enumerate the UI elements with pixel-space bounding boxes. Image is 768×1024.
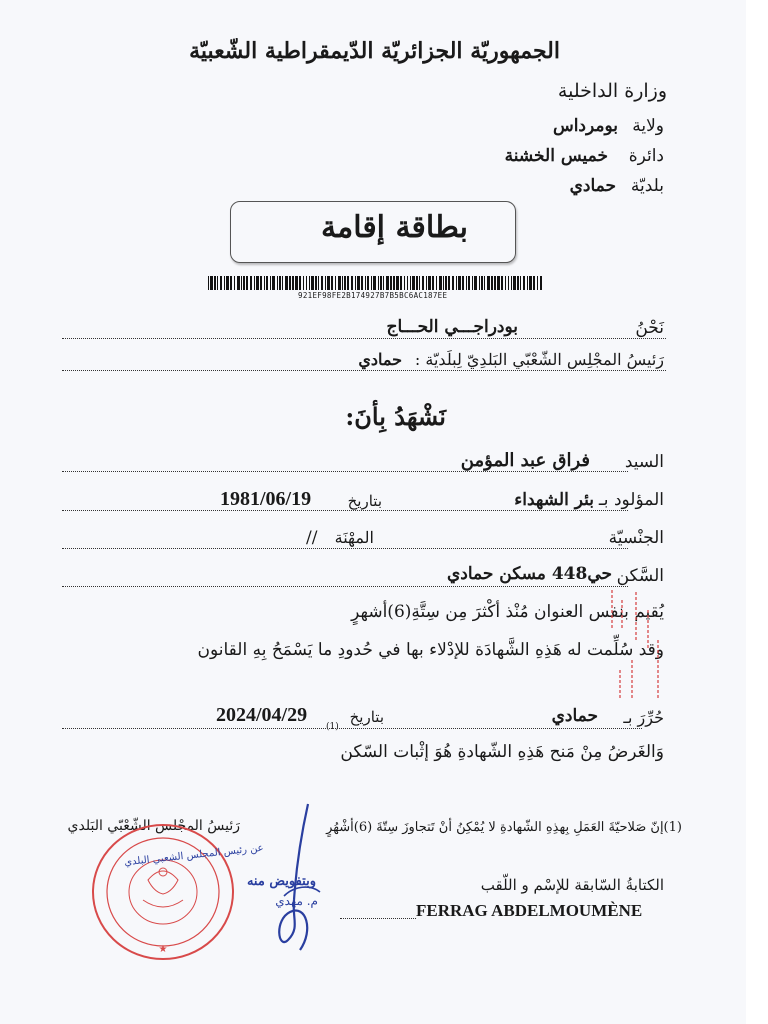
- signature: [270, 800, 330, 960]
- barcode: [208, 276, 542, 290]
- president-role: رَئيسُ المجْلِس الشّعْبّي البَلدِيّ لِبلَديّة :: [414, 350, 664, 369]
- president-name: بودراجـــي الحـــاج: [386, 317, 518, 337]
- issued-place: حمادي: [551, 706, 598, 726]
- wilaya-value: بومرداس: [552, 116, 618, 136]
- issued-footnote-mark: (1): [326, 722, 339, 732]
- statement-duration: يُقيم بنفس العنوان مُنْذ أكْثرَ مِن سِتَّةِ(6)أشهرٍ: [351, 602, 664, 622]
- latin-name-label: الكتابةُ السّابقة للإسْم و اللّقب: [480, 876, 664, 894]
- svg-text:★: ★: [158, 944, 168, 955]
- profession-label: المهْنَة: [334, 528, 374, 547]
- issued-date: 2024/04/29: [216, 704, 308, 726]
- daira-label: دائرة: [628, 146, 664, 166]
- delegation-stamp-line2: وبتفويض منه: [246, 874, 316, 889]
- residence-dots: [62, 586, 628, 587]
- republic-heading: الجمهوريّة الجزائريّة الدّيمقراطية الشّعبيّة: [189, 38, 560, 64]
- nationality-label: الجنْسيّة: [608, 528, 664, 548]
- latin-name-dots: [340, 918, 416, 919]
- wilaya-label: ولاية: [632, 116, 664, 136]
- profession-value: //: [306, 528, 318, 548]
- we-label: نَحْنُ: [635, 318, 664, 338]
- nationality-dots: [62, 548, 628, 549]
- latin-name: FERRAG ABDELMOUMÈNE: [416, 901, 643, 920]
- mister-label: السيد: [624, 452, 664, 472]
- daira-value: خميس الخشنة: [504, 146, 608, 166]
- residence-value: حي448 مسكن حمادي: [446, 564, 612, 584]
- official-round-stamp: [88, 820, 238, 965]
- certify-heading: نَشْهَدُ بِأنَ:: [345, 402, 446, 431]
- birth-date: 1981/06/19: [220, 488, 312, 510]
- role-dots: [62, 370, 666, 371]
- side-stamp: [592, 580, 682, 730]
- issued-label: حُرِّرَ بـ: [623, 708, 664, 727]
- signature-title: رَئيسُ المجْلس الشّعْبّي البَلدي: [67, 818, 240, 834]
- delegation-stamp-line1: عن رئيس المجلس الشعبي البلدي: [123, 842, 265, 869]
- residence-label: السَّكن: [616, 566, 664, 586]
- born-dots: [62, 510, 628, 511]
- born-label: المؤلود بـ: [598, 490, 664, 510]
- president-commune: حمادي: [358, 350, 402, 369]
- ministry-label: وزارة الداخلية: [557, 80, 667, 102]
- mister-dots: [62, 471, 628, 472]
- commune-label: بلديّة: [630, 176, 664, 196]
- birth-date-label: بتاريخ: [347, 492, 382, 510]
- issued-dots: [62, 728, 642, 729]
- commune-value: حمادي: [569, 176, 616, 196]
- document-title: بطاقة إقامة: [321, 210, 468, 245]
- mister-value: فراق عبد المؤمن: [460, 450, 590, 471]
- statement-delivered: وقد سُلِّمت له هَذِهِ الشَّهادَة للإدْلاء بها في حُدودِ ما يَسْمَحُ بِهِ القانون: [197, 640, 664, 660]
- born-place: بئر الشهداء: [514, 490, 594, 510]
- delegation-stamp-line3: م. مهدي: [275, 894, 318, 908]
- purpose-text: وَالغَرضُ مِنْ مَنح هَذِهِ الشّهادةِ هُوَ إثْبات السّكن: [340, 742, 664, 762]
- president-dots: [62, 338, 666, 339]
- issued-date-label: بتاريخ: [349, 708, 384, 726]
- barcode-text: 921EF98FE2B174927B7B5BC6AC187EE: [298, 291, 448, 300]
- footnote-text: (1)إنّ صَلاحيّةَ العَمَلِ بِهذِهِ الشّهادةِ لا يُمْكِنُ أنْ تَتجاوزَ سِتّةَ (6)أشْهُرٍ: [326, 820, 682, 835]
